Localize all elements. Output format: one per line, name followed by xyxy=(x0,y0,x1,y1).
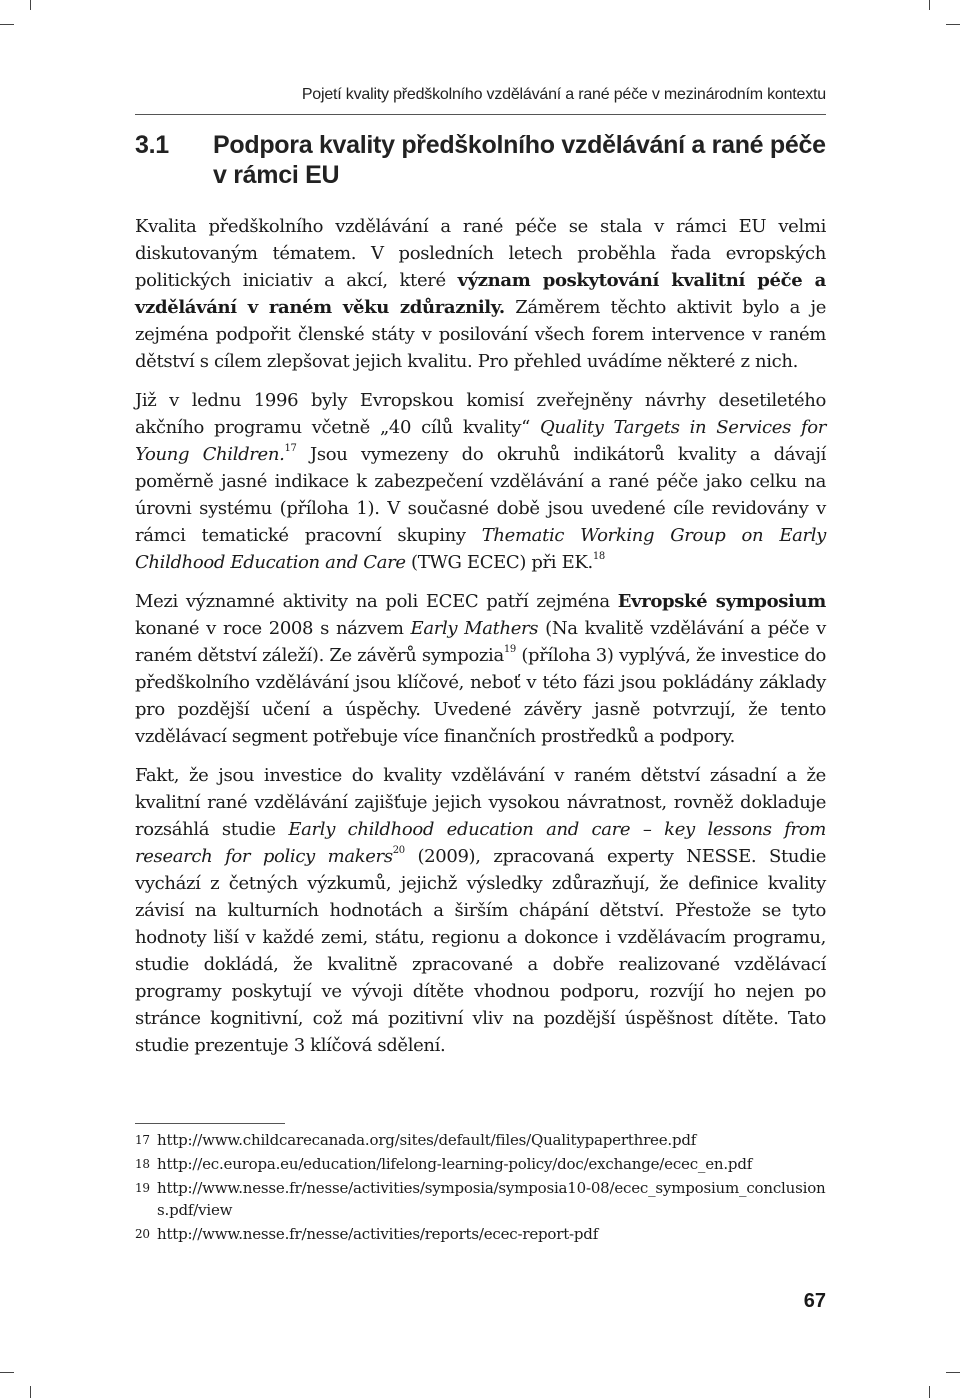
text-run: (Na kvalitě vzdělávání a péče v raném dětství záleží). Ze závěrů sympozia xyxy=(135,618,826,666)
footnote-number: 20 xyxy=(135,1227,150,1241)
footnote xyxy=(135,1223,826,1245)
bold-run: Evropské symposium xyxy=(617,591,826,612)
text-run: (2009), zpracovaná experty NESSE. Studie vychází z četných výzkumů, jejichž výsledky zdůrazňují, že definice kvality závisí na kulturních hodnotách a širším chápání dětství. Přestože se tyto hodnoty liší v každé zemi, státu, regionu a dokonce i vzdělávacím programu, studie dokládá, že kvalitně zpracované a dobře realizované vzdělávací programy poskytují ve vývoji dítěte vhodnou podporu, rozvíjí ho nejen po stránce kognitivní, což má pozitivní vliv na pozdější úspěšnost dítěte. Tato studie prezentuje 3 klíčová sdělení. xyxy=(135,846,826,1056)
footnote-ref[interactable]: 19 xyxy=(503,644,516,655)
crop-mark xyxy=(929,1386,930,1398)
crop-mark xyxy=(30,1386,31,1398)
paragraph-3 xyxy=(135,588,826,750)
footnote-link[interactable]: http://www.nesse.fr/nesse/activities/symposia/symposia10-08/ecec_symposium_conclusions.pdf/view xyxy=(157,1179,826,1219)
italic-run: Thematic Working Group on Early Childhood Education and Care xyxy=(135,525,826,573)
text-run: (příloha 3) vyplývá, že investice do předškolního vzdělávání jsou klíčové, neboť v této fázi jsou pokládány základy pro pozdější učení a úspěchy. Uvedené závěry jasně potvrzují, že tento vzdělávací segment potřebuje více finančních prostředků a podpory. xyxy=(135,645,826,747)
page-number: 67 xyxy=(803,1290,826,1312)
footnotes xyxy=(135,1129,826,1247)
section-number: 3.1 xyxy=(135,131,169,159)
crop-mark xyxy=(929,0,930,10)
footnote-number: 18 xyxy=(135,1157,150,1171)
footnote-link[interactable]: http://www.nesse.fr/nesse/activities/reports/ecec-report-pdf xyxy=(157,1225,599,1243)
footnote-ref[interactable]: 17 xyxy=(284,443,297,454)
footnote-link[interactable]: http://ec.europa.eu/education/lifelong-learning-policy/doc/exchange/ecec_en.pdf xyxy=(157,1155,753,1173)
running-header: Pojetí kvality předškolního vzdělávání a rané péče v mezinárodním kontextu xyxy=(301,86,826,103)
footnote-rule xyxy=(135,1123,285,1124)
text-run: Kvalita předškolního vzdělávání a rané péče se stala v rámci EU velmi diskutovaným tématem. V posledních letech proběhla řada evropských politických iniciativ a akcí, které xyxy=(135,216,826,291)
text-run: Záměrem těchto aktivit bylo a je zejména podpořit členské státy v posilování všech forem intervence v raném dětství s cílem zlepšovat jejich kvalitu. Pro přehled uvádíme některé z nich. xyxy=(135,297,826,372)
paragraph-1 xyxy=(135,213,826,375)
header-rule xyxy=(135,114,826,115)
paragraph-4 xyxy=(135,762,826,1059)
crop-mark xyxy=(0,1372,14,1373)
footnote xyxy=(135,1129,826,1151)
footnote-number: 19 xyxy=(135,1181,150,1195)
crop-mark xyxy=(946,24,960,25)
crop-mark xyxy=(0,24,14,25)
footnote-ref[interactable]: 20 xyxy=(392,845,405,856)
section-heading xyxy=(135,130,835,190)
crop-mark xyxy=(946,1372,960,1373)
text-run: konané v roce 2008 s názvem xyxy=(135,618,411,639)
footnote-link[interactable]: http://www.childcarecanada.org/sites/default/files/Qualitypaperthree.pdf xyxy=(157,1131,697,1149)
text-run: (TWG ECEC) při EK. xyxy=(405,552,593,573)
body-text xyxy=(135,213,826,1071)
footnote-ref[interactable]: 18 xyxy=(592,551,605,562)
text-run: Mezi významné aktivity na poli ECEC patří zejména xyxy=(135,591,618,612)
footnote xyxy=(135,1153,826,1175)
crop-mark xyxy=(30,0,31,10)
text-run: Jsou vymezeny do okruhů indikátorů kvality a dávají poměrně jasné indikace k zabezpečení vzdělávání a rané péče jako celku na úrovni systému (příloha 1). V současné době jsou uvedené cíle revidovány v rámci tematické pracovní skupiny xyxy=(135,444,826,546)
footnote-number: 17 xyxy=(135,1133,150,1147)
italic-run: Early Mathers xyxy=(410,618,539,639)
bold-run: význam poskytování kvalitní péče a vzdělávání v raném věku zdůraznily. xyxy=(135,270,826,318)
footnote xyxy=(135,1177,826,1221)
section-title-line2: v rámci EU xyxy=(213,161,340,189)
text-run: Již v lednu 1996 byly Evropskou komisí zveřejněny návrhy desetiletého akčního programu včetně „40 cílů kvality“ xyxy=(135,390,826,438)
text-run: Fakt, že jsou investice do kvality vzdělávání v raném dětství zásadní a že kvalitní rané vzdělávání zajišťuje jejich vysokou návratnost, rovněž dokladuje rozsáhlá studie xyxy=(135,765,826,840)
italic-run: Quality Targets in Services for Young Children. xyxy=(135,417,826,465)
paragraph-2 xyxy=(135,387,826,576)
italic-run: Early childhood education and care – key lessons from research for policy makers xyxy=(135,819,826,867)
section-title-line1: Podpora kvality předškolního vzdělávání a rané péče xyxy=(213,131,826,159)
